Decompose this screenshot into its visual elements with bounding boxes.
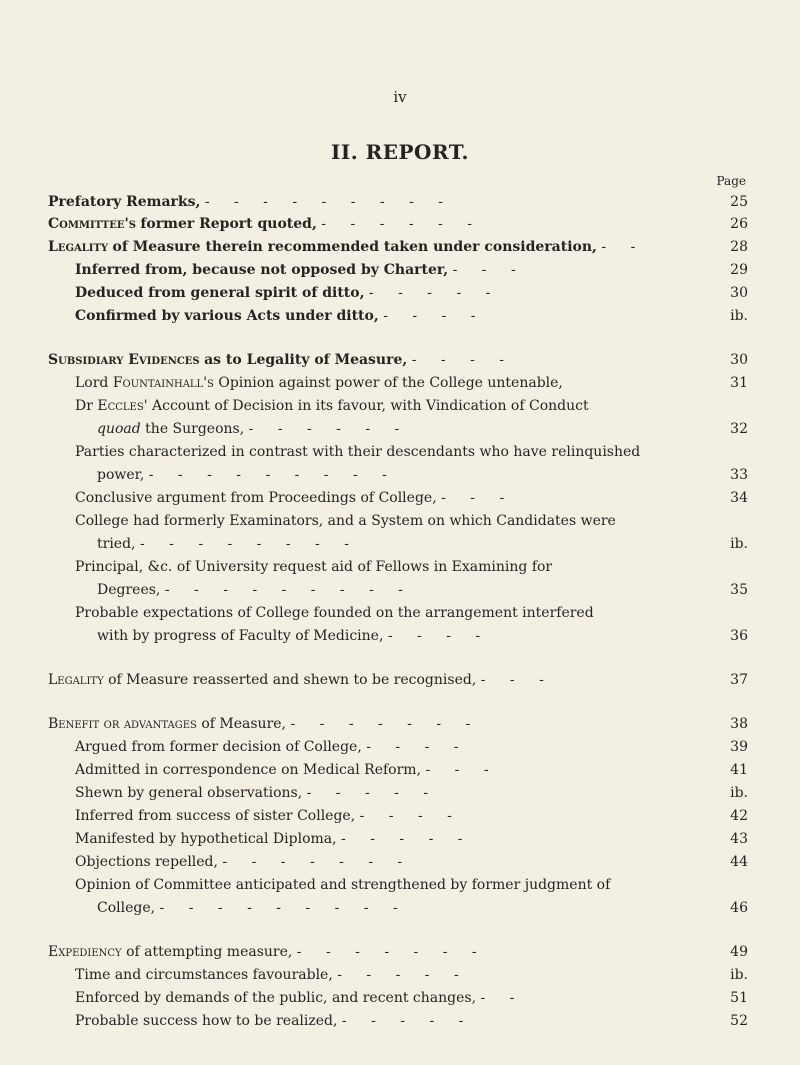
toc-entry: Dr Eccles' Account of Decision in its favour, with Vindication of Conduct [75, 398, 589, 414]
toc-entry: Benefit or advantages of Measure, - - - - - - - 38 [48, 716, 748, 732]
toc-entry: Subsidiary Evidences as to Legality of Measure, - - - - 30 [48, 352, 748, 368]
toc-entry: Probable expectations of College founded on the arrangement interfered [75, 605, 594, 621]
toc-entry: Opinion of Committee anticipated and strengthened by former judgment of [75, 877, 611, 893]
toc-entry: College had formerly Examinators, and a System on which Candidates were [75, 513, 616, 529]
toc-entry: Degrees, - - - - - - - - - 35 [97, 582, 748, 598]
toc-entry: Legality of Measure reasserted and shewn to be recognised, - - - 37 [48, 672, 748, 688]
toc-entry: tried, - - - - - - - - ib. [97, 536, 748, 552]
page-column-header: Page [716, 174, 746, 188]
toc-entry: Lord Fountainhall's Opinion against power of the College untenable, 31 [75, 375, 748, 391]
toc-entry: Probable success how to be realized, - - - - - 52 [75, 1013, 748, 1029]
toc-entry: Committee's former Report quoted, - - - - - - 26 [48, 216, 748, 232]
page-title: II. REPORT. [331, 140, 469, 164]
toc-entry: quoad the Surgeons, - - - - - - 32 [97, 421, 748, 437]
toc-entry: Objections repelled, - - - - - - - 44 [75, 854, 748, 870]
toc-entry: Principal, &c. of University request aid of Fellows in Examining for [75, 559, 553, 575]
toc-entry: Inferred from, because not opposed by Charter, - - - 29 [75, 262, 748, 278]
toc-entry: College, - - - - - - - - - 46 [97, 900, 748, 916]
toc-entry: Expediency of attempting measure, - - - - - - - 49 [48, 944, 748, 960]
toc-entry: Manifested by hypothetical Diploma, - - - - - 43 [75, 831, 748, 847]
toc-entry: Admitted in correspondence on Medical Reform, - - - 41 [75, 762, 748, 778]
toc-entry: Conclusive argument from Proceedings of College, - - - 34 [75, 490, 748, 506]
toc-entry: Inferred from success of sister College, - - - - 42 [75, 808, 748, 824]
toc-entry: power, - - - - - - - - - 33 [97, 467, 748, 483]
toc-entry: Legality of Measure therein recommended taken under consideration, - - 28 [48, 239, 748, 255]
toc-entry: Time and circumstances favourable, - - - - - ib. [75, 967, 748, 983]
toc-entry: Shewn by general observations, - - - - - ib. [75, 785, 748, 801]
page-number: iv [393, 88, 407, 106]
toc-entry: Argued from former decision of College, - - - - 39 [75, 739, 748, 755]
toc-entry: with by progress of Faculty of Medicine, - - - - 36 [97, 628, 748, 644]
toc-entry: Enforced by demands of the public, and recent changes, - - 51 [75, 990, 748, 1006]
toc-entry: Deduced from general spirit of ditto, - - - - - 30 [75, 285, 748, 301]
toc-entry: Parties characterized in contrast with their descendants who have relinquished [75, 444, 641, 460]
toc-entry: Prefatory Remarks, - - - - - - - - - 25 [48, 194, 748, 210]
toc-entry: Confirmed by various Acts under ditto, - - - - ib. [75, 308, 748, 324]
